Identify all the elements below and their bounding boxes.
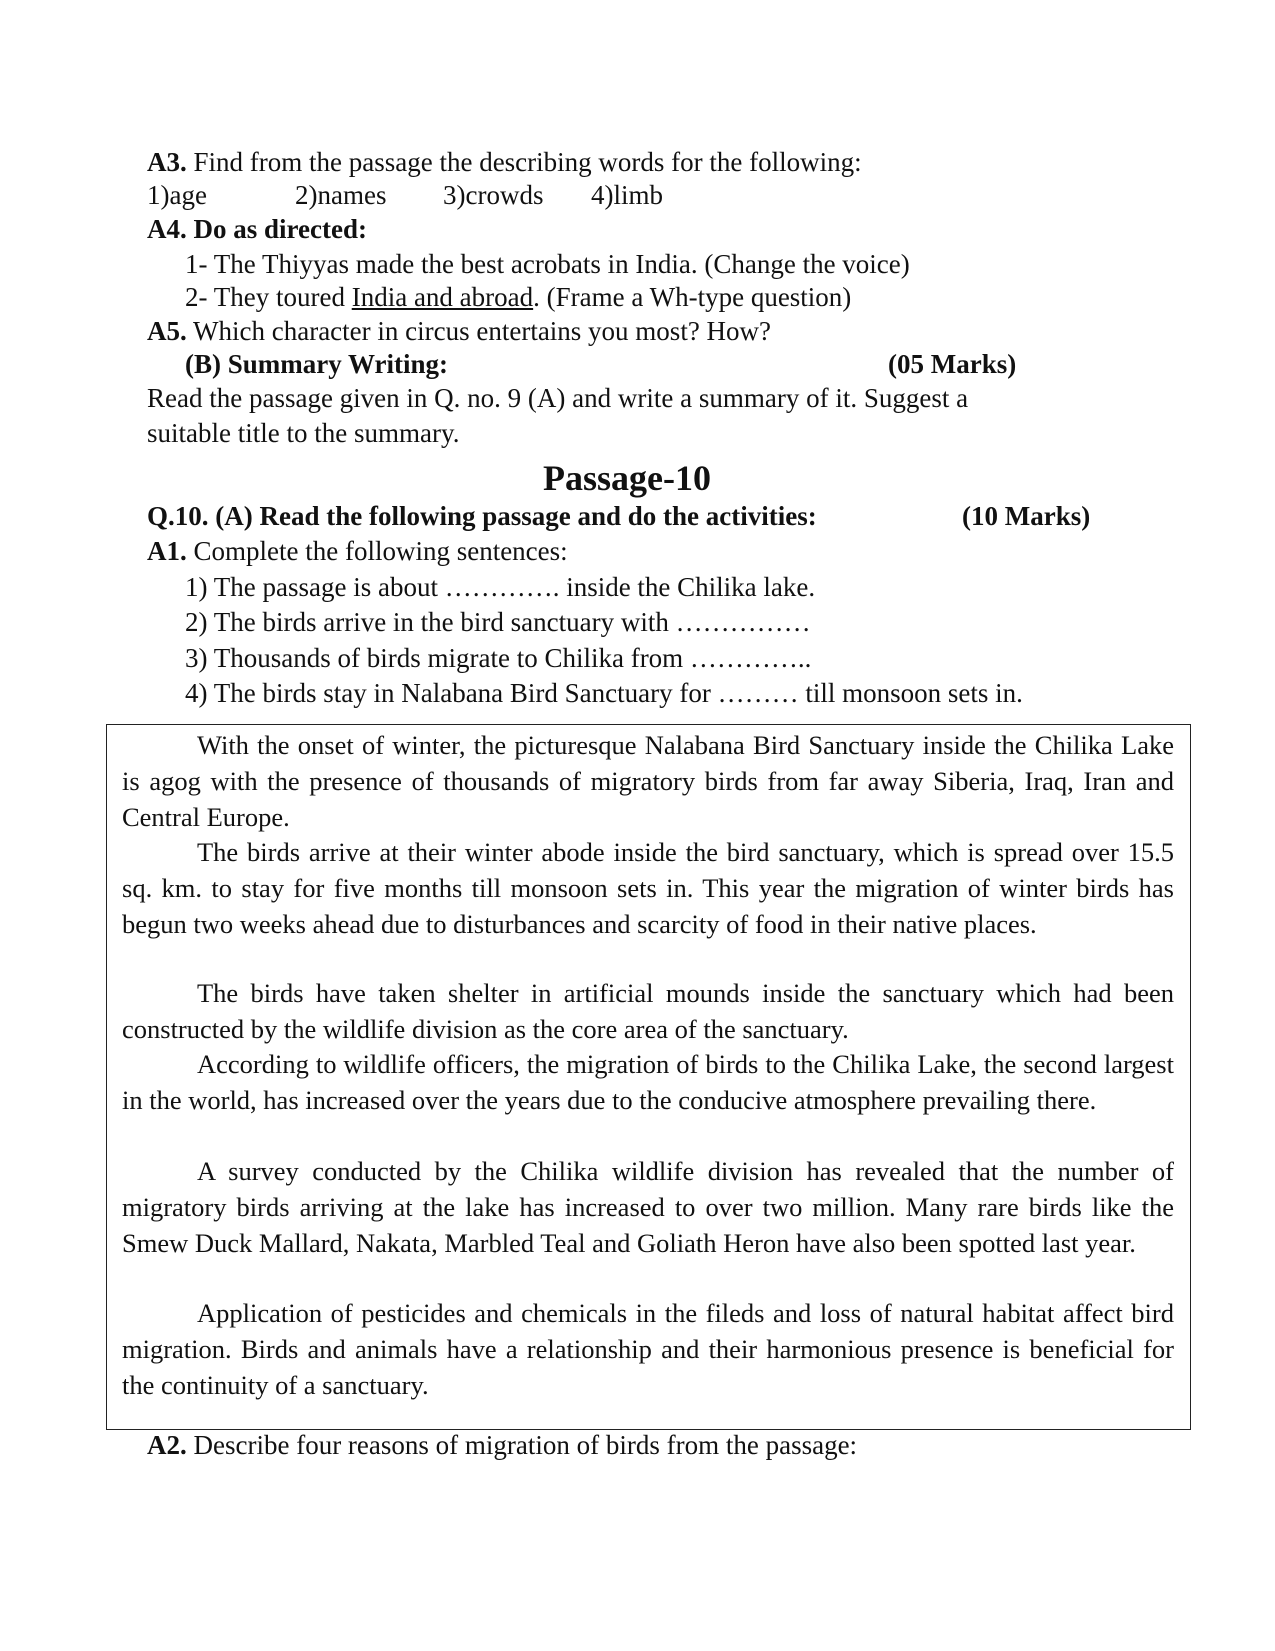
a4-item-2-suffix: . (Frame a Wh-type question) (533, 282, 852, 312)
a3-option-1: 1)age (147, 180, 207, 210)
a4-heading: A4. Do as directed: (147, 214, 367, 244)
passage-paragraph-4: According to wildlife officers, the migration of birds to the Chilika Lake, the second largest in the world, has increased over the years due to the conducive atmosphere prevailing there. (122, 1049, 1174, 1115)
a3-question-text: Find from the passage the describing words for the following: (186, 147, 862, 177)
summary-marks: (05 Marks) (888, 349, 1017, 379)
a1-question-text: Complete the following sentences: (186, 536, 568, 566)
a2-question (147, 1429, 857, 1462)
a1-label: A1. (147, 536, 187, 566)
a3-question (147, 146, 862, 179)
passage-paragraph-5: A survey conducted by the Chilika wildlife division has revealed that the number of migratory birds arriving at the lake has increased to over two million. Many rare birds like the Smew Duck Mallard, Nakata, Marbled Teal and Goliath Heron have also been spotted last year. (122, 1156, 1174, 1258)
a2-label: A2. (147, 1430, 187, 1460)
summary-line-1: Read the passage given in Q. no. 9 (A) and write a summary of it. Suggest a (147, 383, 969, 413)
a3-label: A3. (147, 147, 187, 177)
a4-item-2 (185, 281, 851, 314)
passage-paragraph-6: Application of pesticides and chemicals in the fileds and loss of natural habitat affect bird migration. Birds and animals have a relationship and their harmonious presence is beneficial for the continuity of a sanctuary. (122, 1298, 1174, 1400)
a1-item-2: 2) The birds arrive in the bird sanctuary with …………… (185, 607, 811, 637)
passage-title: Passage-10 (543, 458, 711, 498)
q10-marks: (10 Marks) (962, 501, 1091, 531)
summary-line-2: suitable title to the summary. (147, 418, 460, 448)
a2-question-text: Describe four reasons of migration of birds from the passage: (186, 1430, 858, 1460)
a1-question (147, 535, 568, 568)
passage-paragraph-2: The birds arrive at their winter abode inside the bird sanctuary, which is spread over 15.5 sq. km. to stay for five months till monsoon sets in. This year the migration of winter birds has begun two weeks ahead due to disturbances and scarcity of food in their native places. (122, 837, 1174, 939)
a5-question-text: Which character in circus entertains you most? How? (186, 316, 772, 346)
a5-question (147, 315, 771, 348)
q10-heading: Q.10. (A) Read the following passage and do the activities: (147, 501, 817, 531)
a3-option-3: 3)crowds (443, 180, 544, 210)
passage-paragraph-1: With the onset of winter, the picturesque Nalabana Bird Sanctuary inside the Chilika Lake is agog with the presence of thousands of migratory birds from far away Siberia, Iraq, Iran and Central Europe. (122, 730, 1174, 832)
a1-item-4: 4) The birds stay in Nalabana Bird Sanctuary for ……… till monsoon sets in. (185, 678, 1023, 708)
a5-label: A5. (147, 316, 187, 346)
a1-item-1: 1) The passage is about …………. inside the Chilika lake. (185, 572, 816, 602)
a3-option-4: 4)limb (591, 180, 663, 210)
passage-paragraph-3: The birds have taken shelter in artificial mounds inside the sanctuary which had been constructed by the wildlife division as the core area of the sanctuary. (122, 978, 1174, 1044)
a4-item-2-underlined: India and abroad (351, 282, 534, 312)
a4-item-1: 1- The Thiyyas made the best acrobats in India. (Change the voice) (185, 249, 910, 279)
a3-option-2: 2)names (295, 180, 387, 210)
a1-item-3: 3) Thousands of birds migrate to Chilika from ………….. (185, 643, 812, 673)
summary-heading: (B) Summary Writing: (185, 349, 448, 379)
a4-item-2-prefix: 2- They toured (185, 282, 352, 312)
